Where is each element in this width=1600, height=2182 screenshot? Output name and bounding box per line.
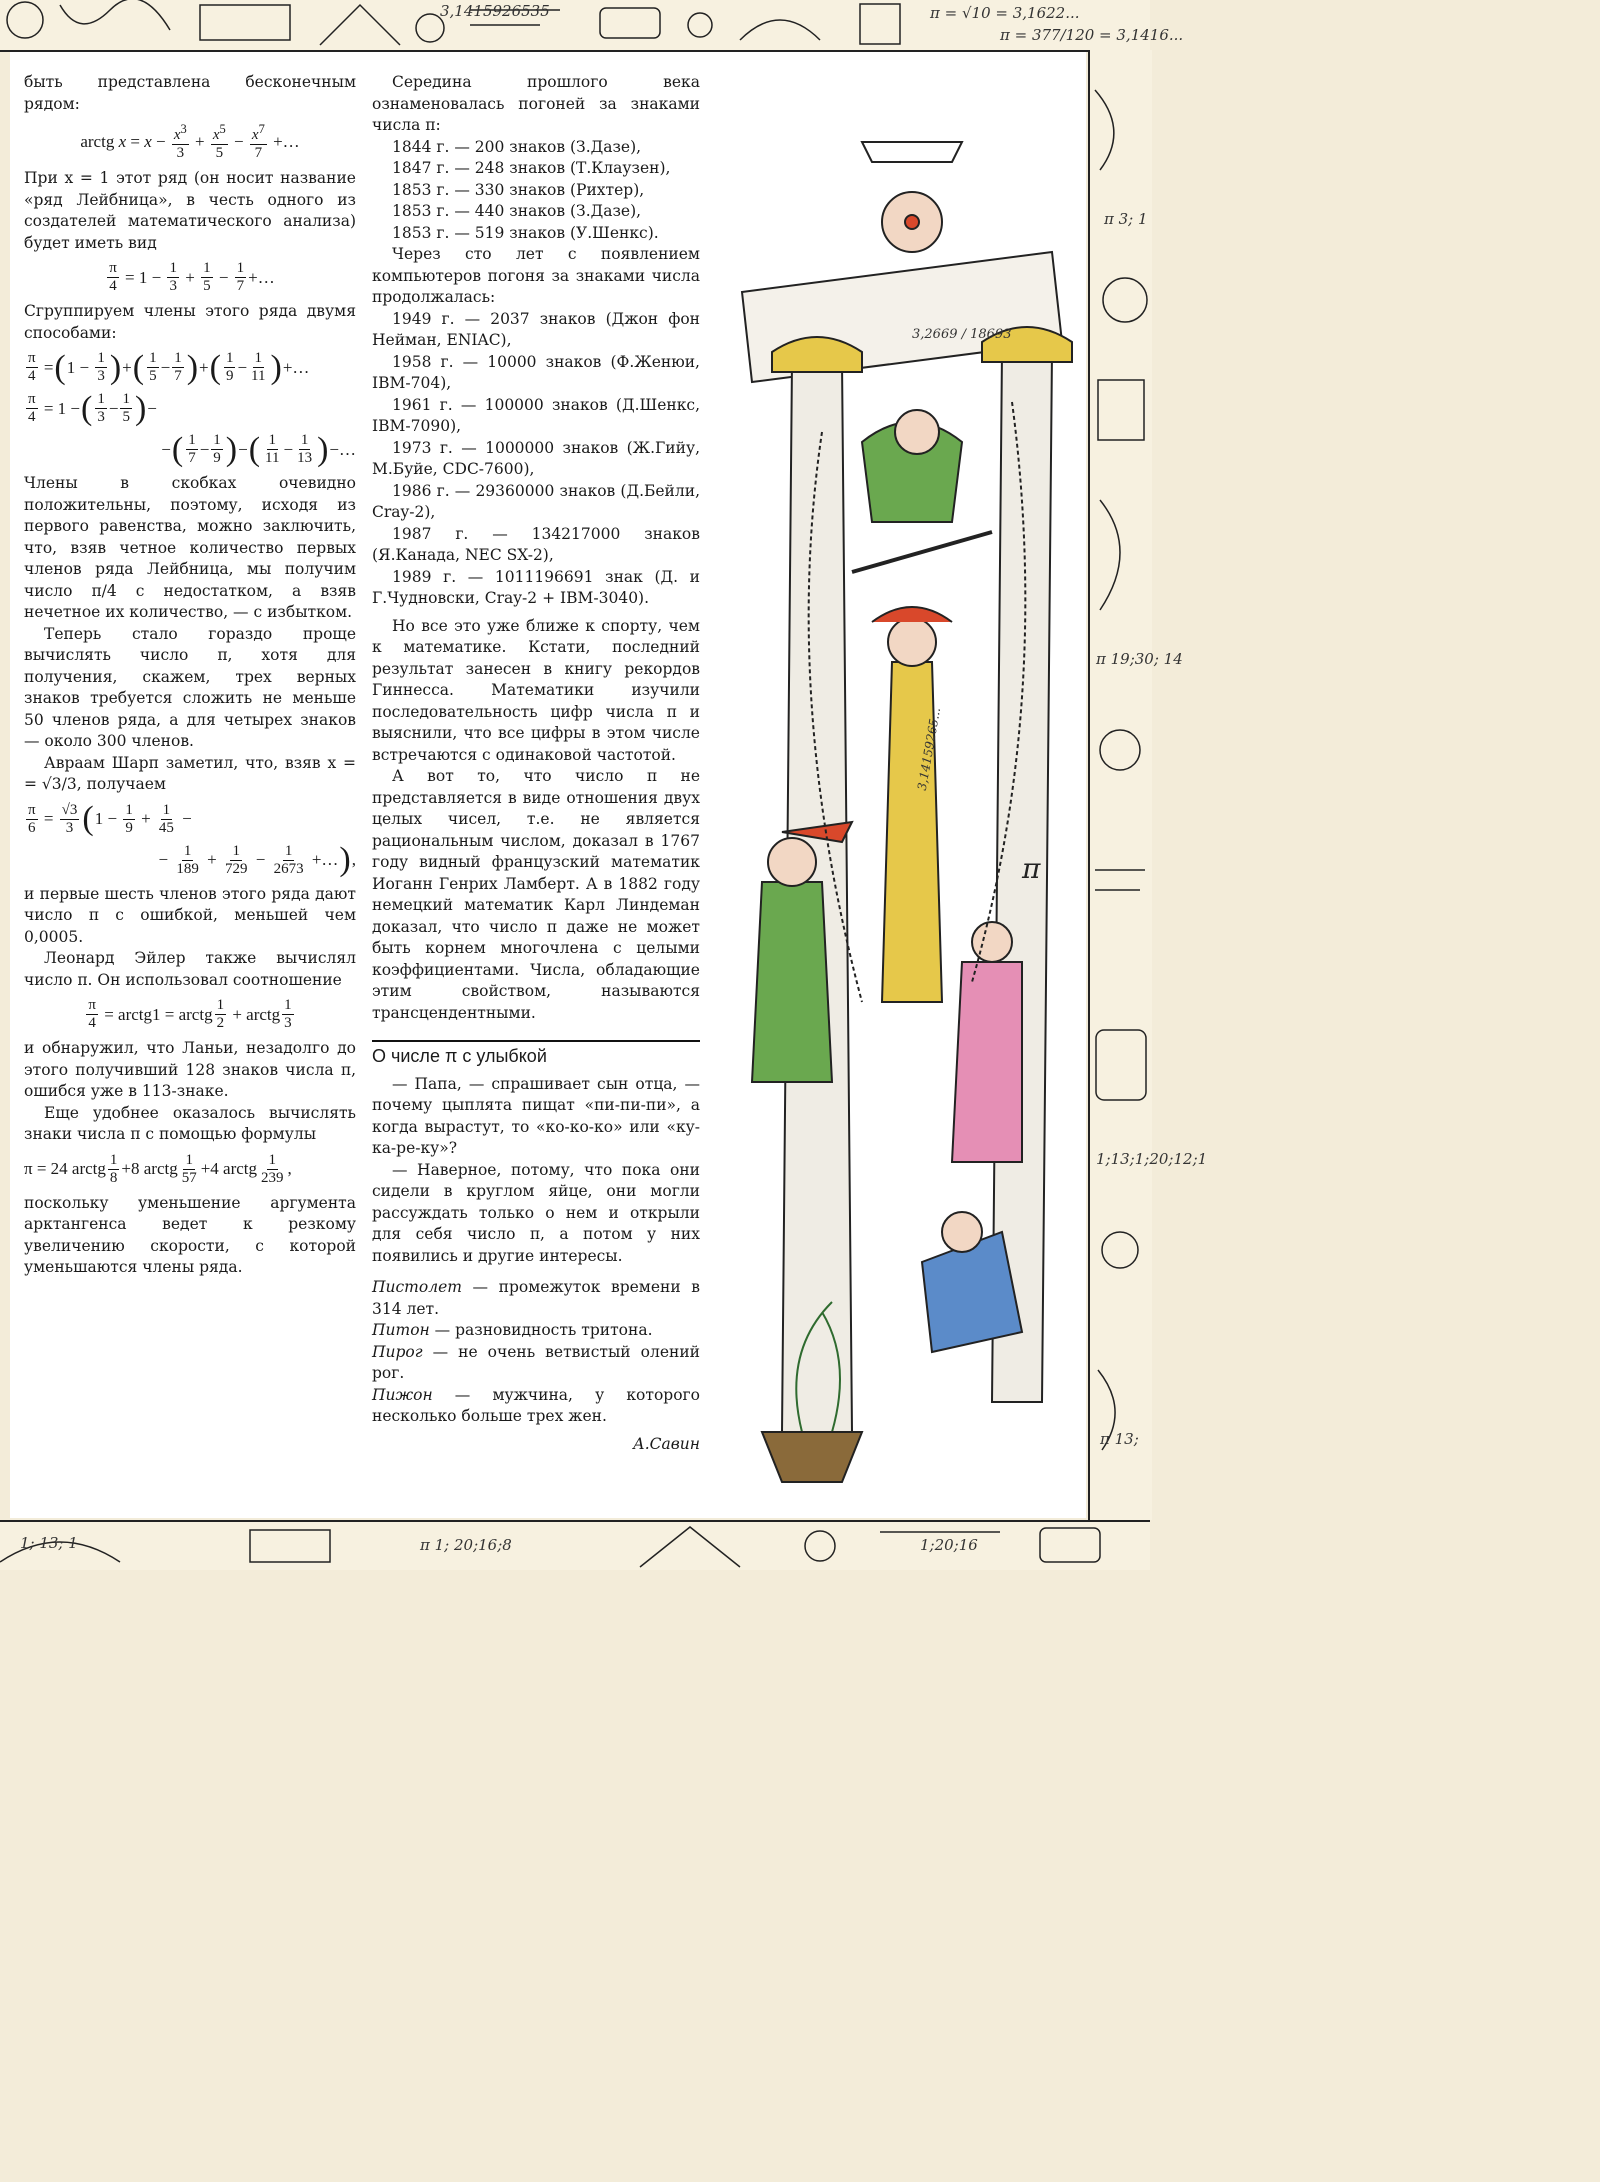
- paragraph: При x = 1 этот ряд (он носит название «ряд Лейбница», в честь одного из создателей математического анализа) будет иметь вид: [24, 169, 356, 252]
- paragraph: — Папа, — спрашивает сын отца, — почему цыплята пищат «пи-пи-пи», а когда вырастут, то «ко-ко-ко» или «ку-ка-ре-ку»?: [372, 1074, 700, 1157]
- record-line: 1853 г. — 519 знаков (У.Шенкс).: [392, 223, 659, 242]
- definition-text: — не очень ветвистый олений рог.: [372, 1342, 700, 1382]
- bottom-scribble-1: π 1; 20;16;8: [420, 1536, 512, 1554]
- paragraph: Члены в скобках очевидно положительны, поэтому, исходя из первого равенства, можно заключить, что, взяв четное количество первых членов ряда Лейбница, мы получим число π/4 с недостатком, а взяв нечетное их количество, — с избытком.: [24, 474, 356, 621]
- bottom-scribble-2: 1;20;16: [920, 1536, 978, 1554]
- formula-arctg-series: arctg x = x − $\frac{x^3}{3}$ + $\frac{x^5}{5}$ − $\frac{x^7}{7}$ +…: [80, 122, 300, 161]
- right-scribble-0: π 3; 1: [1104, 210, 1148, 228]
- definition-term: Пирог: [372, 1342, 423, 1361]
- definition-text: — разновидность тритона.: [429, 1321, 653, 1339]
- top-decorative-border: [0, 0, 1184, 52]
- definition: [372, 1320, 700, 1342]
- definition-term: Пижон: [372, 1385, 433, 1404]
- paragraph: Еще удобнее оказалось вычислять знаки числа π с помощью формулы: [24, 1103, 356, 1143]
- paragraph: Сгруппируем члены этого ряда двумя способами:: [24, 302, 356, 342]
- right-scribble-2: 1;13;1;20;12;1: [1096, 1150, 1208, 1168]
- record-line: 1973 г. — 1000000 знаков (Ж.Гийу, М.Буйе, CDC-7600),: [372, 438, 700, 478]
- paragraph: быть представлена бесконечным рядом:: [24, 73, 356, 113]
- formula-grouping-2a: $\frac{\pi}{4}$ = 1 − ( $\frac{1}{3}$ − $\frac{1}{5}$ ) −: [28, 389, 157, 427]
- definition-text: — мужчина, у которого несколько больше трех жен.: [372, 1385, 700, 1425]
- pi-monument-drawing: [722, 102, 1092, 1512]
- paragraph: Но все это уже ближе к спорту, чем к математике. Кстати, последний результат занесен в книгу рекордов Гиннесса. Математики изучили последовательность цифр числа π и выяснили, что все цифры в этом числе встречаются с одинаковой частотой.: [372, 616, 700, 764]
- right-border-drawing: [1090, 50, 1152, 1520]
- paragraph: Авраам Шарп заметил, что, взяв x = = √3/3, получаем: [24, 753, 356, 793]
- formula-sharp-a: $\frac{\pi}{6}$ = $\frac{√3}{3}$ ( 1 − $\frac{1}{9}$ + $\frac{1}{45}$ −: [28, 800, 192, 837]
- bottom-decorative-border: [0, 1520, 1150, 1570]
- definition-term: Питон: [372, 1321, 430, 1339]
- record-line: 1989 г. — 1011196691 знак (Д. и Г.Чудновски, Cray-2 + IBM-3040).: [372, 567, 700, 607]
- record-line: 1986 г. — 29360000 знаков (Д.Бейли, Cray-2),: [372, 481, 700, 521]
- paragraph: Теперь стало гораздо проще вычислять число π, хотя для получения, скажем, трех верных знаков требуется сложить не меньше 50 членов ряда, а для четырех знаков — около 300 членов.: [24, 624, 356, 750]
- record-line: 1847 г. — 248 знаков (Т.Клаузен),: [392, 159, 671, 177]
- definition: [372, 1277, 700, 1320]
- paragraph: Середина прошлого века ознаменовалась погоней за знаками числа π:: [372, 73, 700, 134]
- formula-grouping-2b: − ( $\frac{1}{7}$ − $\frac{1}{9}$ ) − ( $\frac{1}{11}$ − $\frac{1}{13}$ ) −…: [161, 430, 356, 468]
- definition-text: — промежуток времени в 314 лет.: [372, 1278, 700, 1318]
- definition: [372, 1342, 700, 1385]
- top-scribble-1: π = √10 = 3,1622...: [930, 4, 1080, 22]
- formula-euler: $\frac{\pi}{4}$ = arctg1 = arctg $\frac{1}{2}$ + arctg $\frac{1}{3}$: [88, 997, 292, 1031]
- right-decorative-border: [1088, 50, 1208, 1520]
- paragraph: поскольку уменьшение аргумента арктангенса ведет к резкому увеличению скорости, с которой уменьшаются члены ряда.: [24, 1193, 356, 1276]
- article-page: [10, 52, 1086, 1518]
- paragraph: А вот то, что число π не представляется в виде отношения двух целых чисел, т.е. не является рациональным числом, доказал в 1767 году видный французский математик Иоганн Генрих Ламберт. А в 1882 году немецкий математик Карл Линдеман доказал, что число π даже не может быть корнем многочлена с целыми коэффициентами. Числа, обладающие этим свойством, называются трансцендентными.: [372, 767, 700, 1022]
- record-line: 1958 г. — 10000 знаков (Ф.Женюи, IBM-704),: [372, 352, 700, 392]
- record-line: 1949 г. — 2037 знаков (Джон фон Нейман, ENIAC),: [372, 309, 700, 349]
- illustration-label: 3,2669 / 18693: [912, 327, 1012, 342]
- definition-term: Пистолет: [372, 1278, 462, 1296]
- record-line: 1853 г. — 330 знаков (Рихтер),: [392, 180, 645, 199]
- bottom-scribble-0: 1; 13; 1: [20, 1534, 78, 1552]
- formula-grouping-1: $\frac{\pi}{4}$ = ( 1 − $\frac{1}{3}$ ) + ( $\frac{1}{5}$ − $\frac{1}{7}$ ) + ( $\frac{1}{9}$ − $\frac{1}{11}$ ) +…: [28, 348, 310, 386]
- record-line: 1987 г. — 134217000 знаков (Я.Канада, NEC SX-2),: [372, 524, 700, 564]
- definition: [372, 1385, 700, 1428]
- formula-machin: π = 24 arctg $\frac{1}{8}$ +8 arctg $\frac{1}{57}$ +4 arctg $\frac{1}{239}$ ,: [24, 1151, 292, 1186]
- top-scribble-2: π = 377/120 = 3,1416...: [1000, 26, 1184, 44]
- author-signature: А.Савин: [633, 1434, 700, 1453]
- column-middle: [372, 72, 700, 1455]
- paragraph: и первые шесть членов этого ряда дают число π с ошибкой, меньшей чем 0,0005.: [24, 884, 356, 946]
- illustration-pi-symbol: π: [1022, 852, 1041, 885]
- paragraph: — Наверное, потому, что пока они сидели в круглом яйце, они могли рассуждать только о нем и открыли для себя число π, а потом у них появились и другие интересы.: [372, 1160, 700, 1265]
- record-line: 1844 г. — 200 знаков (З.Дазе),: [392, 137, 642, 156]
- formula-leibniz: $\frac{\pi}{4}$ = 1 − $\frac{1}{3}$ + $\frac{1}{5}$ − $\frac{1}{7}$ +…: [109, 260, 275, 294]
- paragraph: Через сто лет с появлением компьютеров погоня за знаками числа продолжалась:: [372, 245, 700, 306]
- right-scribble-3: π 13;: [1100, 1430, 1139, 1448]
- record-line: 1853 г. — 440 знаков (З.Дазе),: [392, 202, 642, 220]
- paragraph: Леонард Эйлер также вычислял число π. Он использовал соотношение: [24, 949, 356, 989]
- right-scribble-1: π 19;30; 14: [1096, 650, 1183, 668]
- section-heading: О числе π с улыбкой: [372, 1040, 700, 1068]
- record-line: 1961 г. — 100000 знаков (Д.Шенкс, IBM-7090),: [372, 395, 700, 435]
- pi-illustration: [722, 102, 1092, 1512]
- formula-sharp-b: − $\frac{1}{189}$ + $\frac{1}{729}$ − $\frac{1}{2673}$ +… ) ,: [158, 841, 356, 878]
- illustration-label: 3,14159265...: [914, 706, 944, 792]
- column-left: [24, 72, 356, 1279]
- paragraph: и обнаружил, что Ланьи, незадолго до этого получивший 128 знаков числа π, ошибся уже в 113-знаке.: [24, 1039, 356, 1100]
- top-scribble-0: 3,1415926535: [440, 2, 550, 20]
